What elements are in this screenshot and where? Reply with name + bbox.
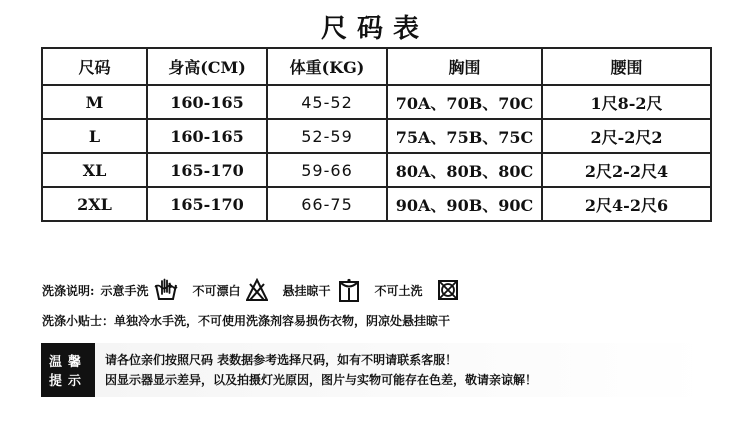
cell-weight: 59-66: [267, 153, 387, 187]
wash-item-label: 悬挂晾干: [282, 283, 331, 298]
header-size: 尺码: [42, 48, 147, 85]
cell-height: 165-170: [147, 153, 267, 187]
cell-size: L: [42, 119, 147, 153]
header-waist: 腰围: [542, 48, 711, 85]
table-row: [42, 153, 711, 187]
hand-wash-icon: [154, 278, 178, 302]
size-table: [41, 47, 712, 222]
cell-size: M: [42, 85, 147, 119]
table-header-row: [42, 48, 711, 85]
header-weight: 体重(KG): [267, 48, 387, 85]
wash-item-label: 不可土洗: [374, 283, 423, 298]
notice-badge-line2: 提示: [48, 374, 87, 389]
page-title: 尺码表: [320, 14, 429, 44]
cell-waist: 1尺8-2尺: [542, 85, 711, 119]
table-row: [42, 187, 711, 221]
notice-line2: 因显示器显示差异，以及拍摄灯光原因，图片与实物可能存在色差，敬请亲谅解！: [105, 373, 538, 387]
cell-weight: 66-75: [267, 187, 387, 221]
table-row: [42, 119, 711, 153]
header-bust: 胸围: [387, 48, 542, 85]
notice-text: [95, 343, 537, 397]
no-tumble-dry-icon: [437, 279, 459, 301]
table-row: [42, 85, 711, 119]
notice-badge: [41, 343, 95, 397]
cell-bust: 75A、75B、75C: [387, 119, 542, 153]
cell-weight: 45-52: [267, 85, 387, 119]
no-bleach-icon: [246, 278, 268, 302]
cell-bust: 90A、90B、90C: [387, 187, 542, 221]
header-height: 身高(CM): [147, 48, 267, 85]
wash-item-no-bleach: [192, 278, 268, 302]
cell-height: 160-165: [147, 119, 267, 153]
cell-waist: 2尺2-2尺4: [542, 153, 711, 187]
cell-height: 160-165: [147, 85, 267, 119]
cell-size: XL: [42, 153, 147, 187]
wash-item-no-tumble-dry: [374, 279, 458, 301]
wash-item-hang-dry: [282, 278, 360, 302]
cell-bust: 70A、70B、70C: [387, 85, 542, 119]
notice-banner: [41, 343, 710, 397]
notice-badge-line1: 温馨: [48, 355, 87, 370]
cell-bust: 80A、80B、80C: [387, 153, 542, 187]
hang-dry-icon: [338, 278, 360, 302]
wash-item-label: 不可漂白: [192, 283, 241, 298]
cell-waist: 2尺4-2尺6: [542, 187, 711, 221]
cell-waist: 2尺-2尺2: [542, 119, 711, 153]
wash-tip: 洗涤小贴士：单独冷水手洗，不可使用洗涤剂容易损伤衣物，阴凉处悬挂晾干: [42, 314, 451, 328]
wash-item-hand-wash: [100, 278, 178, 302]
wash-label: 洗涤说明:: [42, 283, 95, 298]
wash-instructions: [42, 277, 459, 303]
cell-height: 165-170: [147, 187, 267, 221]
notice-line1: 请各位亲们按照尺码 表数据参考选择尺码，如有不明请联系客服！: [105, 353, 458, 367]
cell-weight: 52-59: [267, 119, 387, 153]
cell-size: 2XL: [42, 187, 147, 221]
wash-item-label: 示意手洗: [100, 283, 149, 298]
